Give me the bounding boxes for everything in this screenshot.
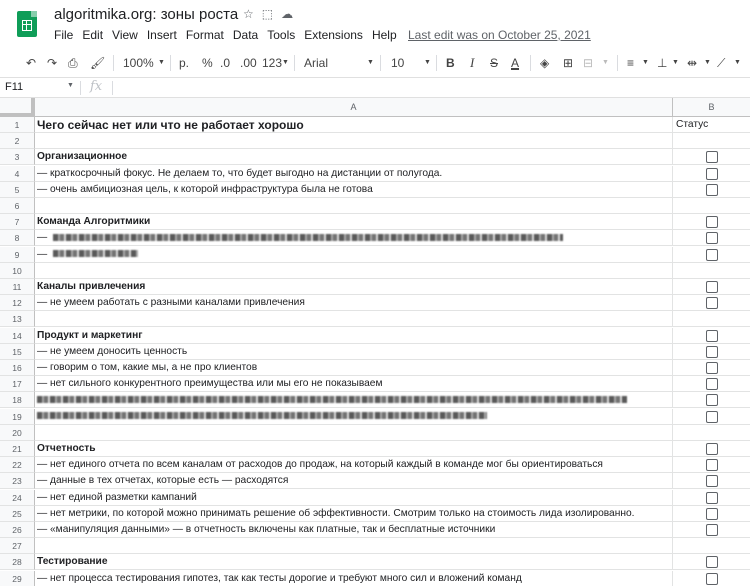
table-row — [0, 295, 750, 311]
status-checkbox[interactable] — [706, 297, 718, 309]
cell-a-text: — не умеем работать с разными каналами привлечения — [37, 297, 305, 309]
cell-a[interactable] — [35, 409, 673, 425]
table-row — [0, 538, 750, 554]
status-checkbox[interactable] — [706, 330, 718, 342]
cell-b[interactable] — [673, 522, 750, 538]
currency-button[interactable]: р. — [179, 56, 190, 70]
row-number[interactable]: 28 — [0, 554, 35, 570]
status-checkbox[interactable] — [706, 524, 718, 536]
row-number[interactable]: 19 — [0, 409, 35, 425]
cell-a[interactable] — [35, 392, 673, 408]
redacted-text — [53, 250, 138, 257]
cell-a[interactable] — [35, 117, 673, 133]
cell-a[interactable] — [35, 247, 673, 263]
table-row — [0, 457, 750, 473]
cell-b[interactable] — [673, 133, 750, 149]
cell-b[interactable] — [673, 571, 750, 586]
cell-a-text: — очень амбициозная цель, к которой инфраструктура была не готова — [37, 183, 373, 195]
cell-a[interactable] — [35, 344, 673, 360]
row-number[interactable]: 14 — [0, 328, 35, 344]
cell-a[interactable] — [35, 311, 673, 327]
cell-a[interactable] — [35, 376, 673, 392]
column-header-a[interactable]: A — [35, 98, 673, 117]
row-number[interactable]: 2 — [0, 133, 35, 149]
table-row — [0, 473, 750, 489]
cell-b[interactable] — [673, 247, 750, 263]
status-checkbox[interactable] — [706, 443, 718, 455]
vertical-align-icon[interactable]: ⊥ — [657, 56, 668, 70]
cell-a[interactable] — [35, 230, 673, 246]
merge-cells-icon[interactable]: ⊟ — [583, 56, 594, 70]
cell-a[interactable] — [35, 279, 673, 295]
cell-b[interactable] — [673, 538, 750, 554]
cell-b[interactable] — [673, 376, 750, 392]
paint-format-icon[interactable]: 🖌 — [90, 56, 106, 70]
zoom-chevron-down-icon[interactable]: ▼ — [158, 59, 165, 66]
cell-a-text: — нет единого отчета по всем каналам от расходов до продаж, на который каждый в команде мог бы ориентироваться — [37, 459, 603, 471]
menu-file[interactable]: File — [54, 28, 74, 42]
cell-b[interactable] — [673, 473, 750, 489]
cell-a-text: Команда Алгоритмики — [37, 216, 151, 228]
menu-extensions[interactable]: Extensions — [304, 28, 363, 42]
table-row — [0, 344, 750, 360]
formula-bar — [0, 78, 750, 98]
row-number[interactable]: 13 — [0, 311, 35, 327]
cell-a[interactable] — [35, 166, 673, 182]
italic-button[interactable]: I — [470, 55, 475, 70]
table-row — [0, 279, 750, 295]
redacted-text — [37, 412, 487, 419]
cell-a-text: — краткосрочный фокус. Не делаем то, что будет выгодно на дистанции от полугода. — [37, 167, 443, 179]
halign-chevron-down-icon[interactable]: ▼ — [642, 59, 649, 66]
table-row — [0, 149, 750, 165]
cell-a[interactable] — [35, 295, 673, 311]
cell-b[interactable] — [673, 311, 750, 327]
print-icon[interactable]: ⎙ — [68, 56, 78, 70]
cell-a-text: — говорим о том, какие мы, а не про клиентов — [37, 362, 258, 373]
cell-b[interactable] — [673, 166, 750, 182]
cell-a[interactable] — [35, 571, 673, 586]
cell-b[interactable] — [673, 182, 750, 198]
cell-a[interactable] — [35, 538, 673, 554]
cell-a-text: — — [37, 248, 48, 260]
merge-chevron-down-icon[interactable]: ▼ — [602, 59, 609, 66]
table-row — [0, 409, 750, 425]
cell-a[interactable] — [35, 328, 673, 344]
cell-b[interactable] — [673, 392, 750, 408]
wrap-chevron-down-icon[interactable]: ▼ — [704, 59, 711, 66]
font-size-select[interactable]: 10 — [391, 56, 405, 70]
cell-b[interactable] — [673, 506, 750, 522]
cell-a[interactable] — [35, 149, 673, 165]
row-number[interactable]: 18 — [0, 392, 35, 408]
cell-b[interactable] — [673, 230, 750, 246]
horizontal-align-icon[interactable]: ≡ — [627, 56, 635, 70]
table-row — [0, 214, 750, 230]
row-number[interactable]: 27 — [0, 538, 35, 554]
table-row — [0, 441, 750, 457]
table-row — [0, 506, 750, 522]
row-number[interactable]: 26 — [0, 522, 35, 538]
menu-data[interactable]: Data — [232, 28, 259, 42]
text-color-button[interactable]: A — [511, 56, 520, 70]
cell-a[interactable] — [35, 182, 673, 198]
status-checkbox[interactable] — [706, 249, 718, 261]
redacted-text — [37, 396, 627, 403]
table-row — [0, 571, 750, 586]
cell-b[interactable] — [673, 490, 750, 506]
status-checkbox[interactable] — [706, 216, 718, 228]
last-edit-link[interactable]: Last edit was on October 25, 2021 — [408, 28, 591, 42]
row-number[interactable]: 7 — [0, 214, 35, 230]
font-size-chevron-down-icon[interactable]: ▼ — [424, 59, 431, 66]
cell-b[interactable] — [673, 425, 750, 441]
valign-chevron-down-icon[interactable]: ▼ — [672, 59, 679, 66]
row-number[interactable]: 22 — [0, 457, 35, 473]
cell-a-text: Каналы привлечения — [37, 281, 146, 292]
select-all-corner[interactable] — [0, 98, 35, 117]
cell-b[interactable] — [673, 117, 750, 133]
row-number[interactable]: 29 — [0, 571, 35, 586]
cell-b[interactable] — [673, 198, 750, 214]
status-checkbox[interactable] — [706, 411, 718, 423]
status-checkbox[interactable] — [706, 556, 718, 568]
cell-a-text: — не умеем доносить ценность — [37, 345, 188, 357]
strikethrough-button[interactable]: S — [490, 56, 499, 70]
table-row — [0, 490, 750, 506]
row-number[interactable]: 10 — [0, 263, 35, 279]
status-checkbox[interactable] — [706, 362, 718, 374]
bold-button[interactable]: B — [446, 56, 455, 70]
cell-a-text: — нет сильного конкурентного преимущества или мы его не показываем — [37, 378, 383, 390]
table-row — [0, 263, 750, 279]
zoom-select[interactable]: 100% — [123, 56, 154, 70]
cell-a[interactable] — [35, 360, 673, 376]
cell-a-text: Чего сейчас нет или что не работает хорошо — [37, 118, 304, 132]
row-number[interactable]: 8 — [0, 230, 35, 246]
cell-a[interactable] — [35, 506, 673, 522]
status-checkbox[interactable] — [706, 281, 718, 293]
status-checkbox[interactable] — [706, 184, 718, 196]
table-row — [0, 360, 750, 376]
column-header-b[interactable]: B — [673, 98, 750, 117]
cell-b-text: Статус — [676, 119, 709, 130]
status-checkbox[interactable] — [706, 168, 718, 180]
star-icon[interactable]: ☆ — [243, 7, 254, 21]
toolbar — [0, 48, 750, 78]
font-select[interactable]: Arial — [304, 56, 329, 70]
row-number[interactable]: 4 — [0, 166, 35, 182]
rotation-chevron-down-icon[interactable]: ▼ — [734, 59, 741, 66]
borders-icon[interactable]: ⊞ — [563, 56, 574, 70]
table-row — [0, 247, 750, 263]
row-number[interactable]: 1 — [0, 117, 35, 133]
row-number[interactable]: 16 — [0, 360, 35, 376]
name-box-chevron-down-icon[interactable]: ▼ — [67, 82, 74, 89]
status-checkbox[interactable] — [706, 346, 718, 358]
row-number[interactable]: 23 — [0, 473, 35, 489]
menu-edit[interactable]: Edit — [82, 28, 104, 42]
table-row — [0, 328, 750, 344]
undo-icon[interactable]: ↶ — [26, 56, 37, 70]
more-formats-button[interactable]: 123 — [262, 56, 283, 70]
formats-chevron-down-icon[interactable]: ▼ — [282, 59, 289, 66]
table-row — [0, 522, 750, 538]
menu-help[interactable]: Help — [371, 28, 397, 42]
cell-b[interactable] — [673, 457, 750, 473]
cell-a[interactable] — [35, 490, 673, 506]
status-checkbox[interactable] — [706, 508, 718, 520]
font-chevron-down-icon[interactable]: ▼ — [367, 59, 374, 66]
row-number[interactable]: 3 — [0, 149, 35, 165]
cell-a[interactable] — [35, 263, 673, 279]
status-checkbox[interactable] — [706, 475, 718, 487]
cell-a-text: — — [37, 232, 48, 244]
cell-b[interactable] — [673, 409, 750, 425]
sheets-logo-icon[interactable] — [17, 11, 37, 37]
cell-b[interactable] — [673, 344, 750, 360]
table-row — [0, 230, 750, 246]
menu-tools[interactable]: Tools — [267, 28, 296, 42]
table-row — [0, 376, 750, 392]
status-checkbox[interactable] — [706, 151, 718, 163]
menu-view[interactable]: View — [112, 28, 138, 42]
cell-a[interactable] — [35, 441, 673, 457]
row-number[interactable]: 12 — [0, 295, 35, 311]
cell-a-text: — данные в тех отчетах, которые есть — расходятся — [37, 475, 289, 487]
cell-a[interactable] — [35, 522, 673, 538]
cell-a-text: Организационное — [37, 151, 128, 163]
title-icons — [243, 7, 293, 21]
row-number[interactable]: 11 — [0, 279, 35, 295]
table-row — [0, 425, 750, 441]
table-row — [0, 392, 750, 408]
text-rotation-icon[interactable]: ⟋ — [717, 56, 726, 70]
table-row — [0, 133, 750, 149]
row-number[interactable]: 21 — [0, 441, 35, 457]
cell-a-text: — нет единой разметки кампаний — [37, 491, 197, 503]
row-number[interactable]: 6 — [0, 198, 35, 214]
row-number[interactable]: 17 — [0, 376, 35, 392]
fill-color-icon[interactable]: ◈ — [540, 56, 550, 70]
row-number[interactable]: 20 — [0, 425, 35, 441]
status-checkbox[interactable] — [706, 232, 718, 244]
cell-a[interactable] — [35, 457, 673, 473]
fx-icon: fx — [90, 79, 103, 94]
row-number[interactable]: 24 — [0, 490, 35, 506]
increase-decimal-button[interactable]: .00 — [240, 56, 257, 70]
cell-a-text: Отчетность — [37, 443, 96, 454]
cell-a[interactable] — [35, 133, 673, 149]
move-folder-icon[interactable]: ⬚ — [261, 7, 274, 21]
cell-a[interactable] — [35, 473, 673, 489]
row-number[interactable]: 25 — [0, 506, 35, 522]
status-checkbox[interactable] — [706, 573, 718, 585]
cell-b[interactable] — [673, 279, 750, 295]
row-number[interactable]: 5 — [0, 182, 35, 198]
cell-a[interactable] — [35, 214, 673, 230]
spreadsheet-grid — [0, 98, 750, 586]
row-number[interactable]: 9 — [0, 247, 35, 263]
menu-insert[interactable]: Insert — [146, 28, 177, 42]
cloud-status-icon[interactable]: ☁ — [281, 7, 294, 21]
cell-b[interactable] — [673, 149, 750, 165]
cell-b[interactable] — [673, 328, 750, 344]
cell-a[interactable] — [35, 425, 673, 441]
app-header — [0, 0, 750, 46]
cell-a[interactable] — [35, 554, 673, 570]
cell-b[interactable] — [673, 360, 750, 376]
table-row — [0, 182, 750, 198]
row-number[interactable]: 15 — [0, 344, 35, 360]
status-checkbox[interactable] — [706, 492, 718, 504]
percent-button[interactable]: % — [202, 56, 213, 70]
decrease-decimal-button[interactable]: .0 — [220, 56, 231, 70]
menu-bar — [54, 28, 406, 42]
status-checkbox[interactable] — [706, 378, 718, 390]
cell-a-text: — нет метрики, по которой можно принимать решение об эффективности. Смотрим только на стоимость лида изолированно. — [37, 507, 635, 519]
cell-a[interactable] — [35, 198, 673, 214]
status-checkbox[interactable] — [706, 394, 718, 406]
cell-b[interactable] — [673, 441, 750, 457]
table-row — [0, 311, 750, 327]
name-box[interactable]: F11 — [5, 81, 24, 93]
status-checkbox[interactable] — [706, 459, 718, 471]
text-wrap-icon[interactable]: ⇹ — [687, 56, 698, 70]
document-title[interactable]: algoritmika.org: зоны роста — [54, 6, 239, 23]
cell-b[interactable] — [673, 554, 750, 570]
redo-icon[interactable]: ↷ — [47, 56, 58, 70]
cell-a-text: — «манипуляция данными» — в отчетность включены как платные, так и бесплатные источники — [37, 524, 496, 535]
table-row — [0, 198, 750, 214]
cell-a-text: Продукт и маркетинг — [37, 329, 143, 341]
cell-a-text: Тестирование — [37, 556, 108, 568]
menu-format[interactable]: Format — [185, 28, 224, 42]
cell-a-text: — нет процесса тестирования гипотез, так как тесты дорогие и требуют много сил и вложений команд — [37, 572, 522, 584]
table-row — [0, 554, 750, 570]
cell-b[interactable] — [673, 214, 750, 230]
table-row — [0, 166, 750, 182]
cell-b[interactable] — [673, 263, 750, 279]
cell-b[interactable] — [673, 295, 750, 311]
table-row — [0, 117, 750, 133]
redacted-text — [53, 234, 563, 241]
